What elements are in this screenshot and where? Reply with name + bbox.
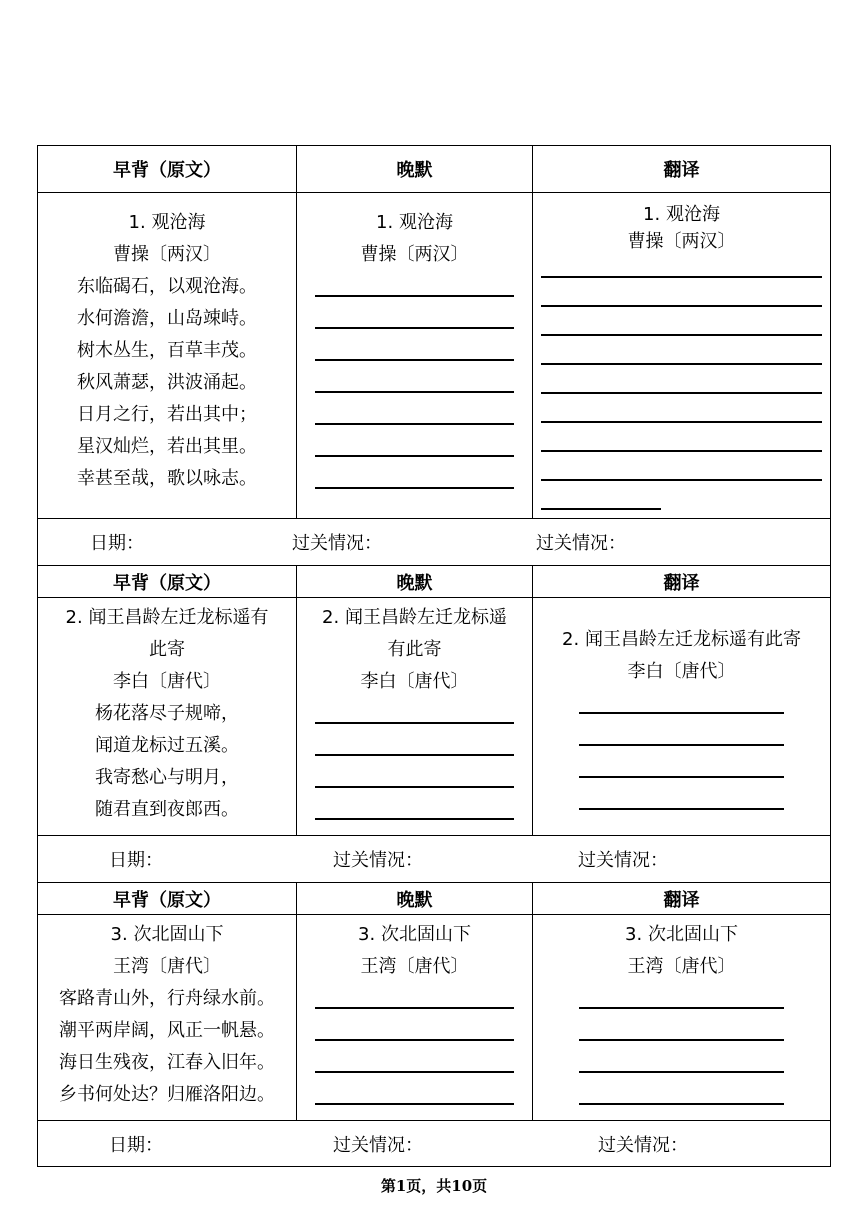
poem-author: 李白〔唐代〕 bbox=[627, 661, 736, 682]
poem-1-original bbox=[38, 193, 297, 519]
blank-line[interactable] bbox=[533, 1079, 830, 1111]
poem-line: 客路青山外，行舟绿水前。 bbox=[59, 988, 275, 1009]
blank-line[interactable] bbox=[533, 458, 830, 487]
blank-line[interactable] bbox=[297, 399, 532, 431]
blank-line[interactable] bbox=[297, 1047, 532, 1079]
poem-title: 1. 观沧海 bbox=[128, 212, 206, 233]
blank-line[interactable] bbox=[533, 1047, 830, 1079]
poem-row-3 bbox=[38, 915, 831, 1121]
poem-line: 树木丛生，百草丰茂。 bbox=[77, 340, 257, 361]
poem-1-translate bbox=[533, 193, 831, 519]
poem-author: 李白〔唐代〕 bbox=[360, 671, 469, 692]
poem-line: 秋风萧瑟，洪波涌起。 bbox=[77, 372, 257, 393]
poem-title: 2. 闻王昌龄左迁龙标遥有 bbox=[65, 607, 269, 628]
pass-label: 过关情况： bbox=[536, 533, 626, 554]
date-row-2 bbox=[38, 836, 831, 883]
blank-line[interactable] bbox=[297, 431, 532, 463]
blank-line[interactable] bbox=[297, 762, 532, 794]
poem-title: 此寄 bbox=[149, 639, 185, 660]
header-translate: 翻译 bbox=[533, 883, 831, 915]
poem-author: 李白〔唐代〕 bbox=[113, 671, 221, 692]
blank-line[interactable] bbox=[533, 429, 830, 458]
header-recite: 晚默 bbox=[297, 883, 533, 915]
poem-row-2 bbox=[38, 598, 831, 836]
poem-title: 1. 观沧海 bbox=[643, 204, 720, 225]
header-original: 早背（原文） bbox=[38, 146, 297, 193]
poem-author: 曹操〔两汉〕 bbox=[360, 244, 469, 265]
blank-line[interactable] bbox=[297, 1079, 532, 1111]
header-translate: 翻译 bbox=[533, 566, 831, 598]
poem-3-original bbox=[38, 915, 297, 1121]
poem-2-original bbox=[38, 598, 297, 836]
blank-line[interactable] bbox=[533, 784, 830, 816]
poem-title: 3. 次北固山下 bbox=[625, 924, 738, 945]
poem-line: 乡书何处达？归雁洛阳边。 bbox=[59, 1084, 275, 1105]
blank-line[interactable] bbox=[533, 487, 830, 516]
poem-3-translate bbox=[533, 915, 831, 1121]
blank-line[interactable] bbox=[533, 342, 830, 371]
header-original: 早背（原文） bbox=[38, 883, 297, 915]
blank-line[interactable] bbox=[297, 463, 532, 495]
blank-line[interactable] bbox=[533, 313, 830, 342]
blank-line[interactable] bbox=[297, 730, 532, 762]
poem-1-recite bbox=[297, 193, 533, 519]
header-row-3 bbox=[38, 883, 831, 915]
header-recite: 晚默 bbox=[297, 566, 533, 598]
poem-line: 闻道龙标过五溪。 bbox=[95, 735, 239, 756]
blank-line[interactable] bbox=[533, 371, 830, 400]
poem-2-recite bbox=[297, 598, 533, 836]
pass-label: 过关情况： bbox=[292, 533, 382, 554]
header-row-1 bbox=[38, 146, 831, 193]
blank-line[interactable] bbox=[297, 794, 532, 826]
poem-line: 水何澹澹，山岛竦峙。 bbox=[77, 308, 257, 329]
poem-line: 海日生残夜，江春入旧年。 bbox=[59, 1052, 275, 1073]
poem-2-translate bbox=[533, 598, 831, 836]
pass-label: 过关情况： bbox=[333, 1134, 423, 1156]
page-footer: 第1页，共10页 bbox=[380, 1177, 488, 1195]
poem-author: 王湾〔唐代〕 bbox=[113, 956, 221, 977]
blank-line[interactable] bbox=[297, 983, 532, 1015]
date-label: 日期： bbox=[90, 533, 144, 554]
poem-title: 有此寄 bbox=[387, 639, 442, 660]
poem-author: 曹操〔两汉〕 bbox=[113, 244, 221, 265]
poem-row-1 bbox=[38, 193, 831, 519]
blank-line[interactable] bbox=[297, 367, 532, 399]
pass-label: 过关情况： bbox=[598, 1134, 688, 1156]
blank-line[interactable] bbox=[533, 752, 830, 784]
poem-title: 2. 闻王昌龄左迁龙标遥 bbox=[322, 607, 507, 628]
blank-line[interactable] bbox=[297, 271, 532, 303]
blank-line[interactable] bbox=[297, 1015, 532, 1047]
poem-title: 1. 观沧海 bbox=[376, 212, 453, 233]
blank-line[interactable] bbox=[533, 688, 830, 720]
poem-line: 杨花落尽子规啼， bbox=[95, 703, 239, 724]
poem-line: 潮平两岸阔，风正一帆悬。 bbox=[59, 1020, 275, 1041]
header-row-2 bbox=[38, 566, 831, 598]
poem-line: 随君直到夜郎西。 bbox=[95, 799, 239, 820]
blank-line[interactable] bbox=[533, 720, 830, 752]
blank-line[interactable] bbox=[297, 698, 532, 730]
blank-line[interactable] bbox=[533, 983, 830, 1015]
date-label: 日期： bbox=[109, 1134, 163, 1156]
poem-author: 王湾〔唐代〕 bbox=[627, 956, 736, 977]
poem-title: 2. 闻王昌龄左迁龙标遥有此寄 bbox=[562, 629, 801, 650]
header-translate: 翻译 bbox=[533, 146, 831, 193]
poem-line: 星汉灿烂，若出其里。 bbox=[77, 436, 257, 457]
header-recite: 晚默 bbox=[297, 146, 533, 193]
date-row-1 bbox=[38, 519, 831, 566]
header-original: 早背（原文） bbox=[38, 566, 297, 598]
poem-title: 3. 次北固山下 bbox=[358, 924, 471, 945]
blank-line[interactable] bbox=[297, 335, 532, 367]
blank-line[interactable] bbox=[297, 303, 532, 335]
poem-line: 幸甚至哉，歌以咏志。 bbox=[77, 468, 257, 489]
blank-line[interactable] bbox=[533, 255, 830, 284]
date-label: 日期： bbox=[109, 850, 163, 871]
blank-line[interactable] bbox=[533, 284, 830, 313]
poem-line: 东临碣石，以观沧海。 bbox=[77, 276, 257, 297]
poem-author: 曹操〔两汉〕 bbox=[627, 231, 736, 252]
date-row-3 bbox=[38, 1121, 831, 1167]
poem-title: 3. 次北固山下 bbox=[110, 924, 224, 945]
pass-label: 过关情况： bbox=[333, 850, 423, 871]
pass-label: 过关情况： bbox=[578, 850, 668, 871]
poem-line: 日月之行，若出其中； bbox=[77, 404, 257, 425]
poem-author: 王湾〔唐代〕 bbox=[360, 956, 469, 977]
blank-line[interactable] bbox=[533, 1015, 830, 1047]
poem-line: 我寄愁心与明月， bbox=[95, 767, 239, 788]
recitation-table bbox=[37, 145, 831, 1167]
poem-3-recite bbox=[297, 915, 533, 1121]
blank-line[interactable] bbox=[533, 400, 830, 429]
